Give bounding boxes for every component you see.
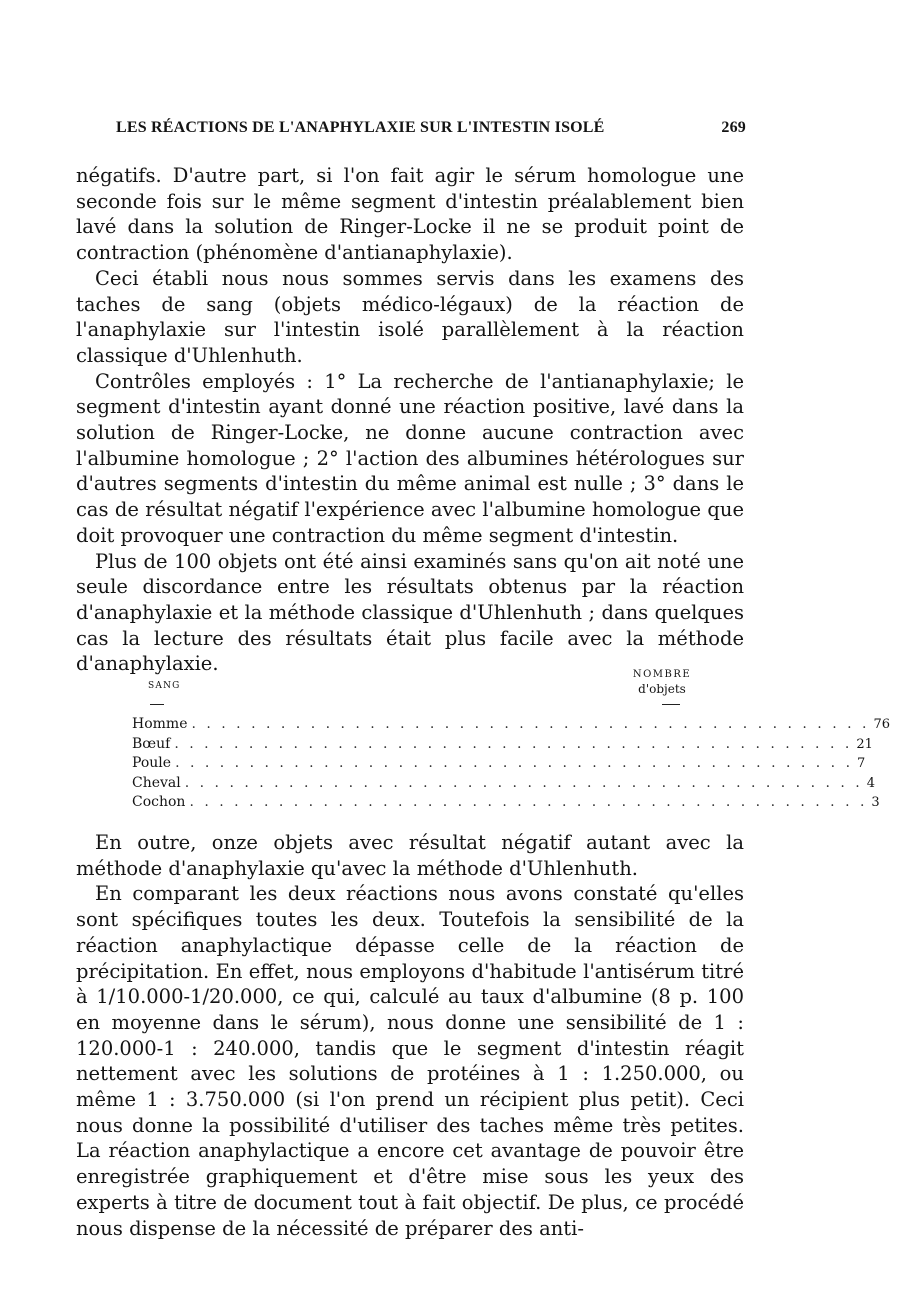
running-title: LES RÉACTIONS DE L'ANAPHYLAXIE SUR L'INTESTIN ISOLÉ (116, 119, 605, 136)
paragraph: En outre, onze objets avec résultat négatif autant avec la méthode d'anaphylaxie qu'avec la méthode d'Uhlenhuth. (76, 831, 744, 880)
table-row (132, 716, 890, 736)
column-header-nombre-line2: d'objets (638, 682, 686, 696)
row-label: Cochon (132, 794, 186, 810)
body-text-top (76, 163, 744, 677)
leader-dots: . . . . . . . . . . . . . . . . . . . . . . . . . . . . . . . . . . . . . . . . . . . . . . (189, 794, 868, 810)
row-value: 21 (856, 736, 873, 752)
table-row (132, 755, 866, 775)
table-row (132, 794, 880, 814)
leader-dots: . . . . . . . . . . . . . . . . . . . . . . . . . . . . . . . . . . . . . . . . . . . . . . (175, 755, 854, 771)
table-header (132, 668, 712, 716)
row-value: 76 (873, 717, 890, 732)
row-value: 7 (857, 756, 866, 771)
column-header-nombre-line1: NOMBRE (632, 669, 692, 680)
blood-sample-table (132, 668, 890, 814)
row-value: 3 (871, 795, 880, 810)
paragraph: négatifs. D'autre part, si l'on fait agir le sérum homologue une seconde fois sur le même segment d'intestin préalablement bien lavé dans la solution de Ringer-Locke il ne se produit point de contraction (phénomène d'antianaphylaxie). (76, 164, 744, 265)
leader-dots: . . . . . . . . . . . . . . . . . . . . . . . . . . . . . . . . . . . . . . . . . . . . . . (191, 716, 870, 732)
paragraph: Plus de 100 objets ont été ainsi examinés sans qu'on ait noté une seule discordance entre les résultats obtenus par la réaction d'anaphylaxie et la méthode classique d'Uhlenhuth ; dans quelques cas la lecture des résultats était plus facile avec la méthode d'anaphylaxie. (76, 549, 744, 676)
row-value: 4 (866, 775, 875, 791)
table-row (132, 735, 873, 756)
paragraph: Contrôles employés : 1° La recherche de l'antianaphylaxie; le segment d'intestin ayant donné une réaction positive, lavé dans la solution de Ringer-Locke, ne donne aucune contraction avec l'albumine homologue ; 2° l'action des albumines hétérologues sur d'autres segments d'intestin du même animal est nulle ; 3° dans le cas de résultat négatif l'expérience avec l'albumine homologue que doit provoquer une contraction du même segment d'intestin. (76, 369, 744, 547)
leader-dots: . . . . . . . . . . . . . . . . . . . . . . . . . . . . . . . . . . . . . . . . . . . . . . (184, 774, 863, 791)
body-text-bottom (76, 830, 744, 1241)
header-rule-left (150, 704, 164, 705)
leader-dots: . . . . . . . . . . . . . . . . . . . . . . . . . . . . . . . . . . . . . . . . . . . . . . (174, 735, 853, 752)
page-number: 269 (721, 119, 746, 136)
paragraph: En comparant les deux réactions nous avons constaté qu'elles sont spécifiques toutes les deux. Toutefois la sensibilité de la réaction anaphylactique dépasse celle de la réaction de précipitation. En effet, nous employons d'habitude l'antisérum titré à 1/10.000-1/20.000, ce qui, calculé au taux d'albumine (8 p. 100 en moyenne dans le sérum), nous donne une sensibilité de 1 : 120.000-1 : 240.000, tandis que le segment d'intestin réagit nettement avec les solutions de protéines à 1 : 1.250.000, ou même 1 : 3.750.000 (si l'on prend un récipient plus petit). Ceci nous donne la possibilité d'utiliser des taches même très petites. La réaction anaphylactique a encore cet avantage de pouvoir être enregistrée graphiquement et d'être mise sous les yeux des experts à titre de document tout à fait objectif. De plus, ce procédé nous dispense de la nécessité de préparer des anti- (76, 882, 744, 1240)
row-label: Bœuf (132, 735, 171, 752)
table-row (132, 774, 875, 795)
row-label: Poule (132, 755, 172, 771)
column-header-sang: SANG (148, 681, 181, 691)
row-label: Homme (132, 716, 188, 732)
running-header (116, 119, 746, 145)
paragraph: Ceci établi nous nous sommes servis dans les examens des taches de sang (objets médico-légaux) de la réaction de l'anaphylaxie sur l'intestin isolé parallèlement à la réaction classique d'Uhlenhuth. (76, 266, 744, 367)
row-label: Cheval (132, 774, 181, 791)
header-rule-right (662, 704, 680, 705)
column-header-nombre (616, 668, 708, 696)
